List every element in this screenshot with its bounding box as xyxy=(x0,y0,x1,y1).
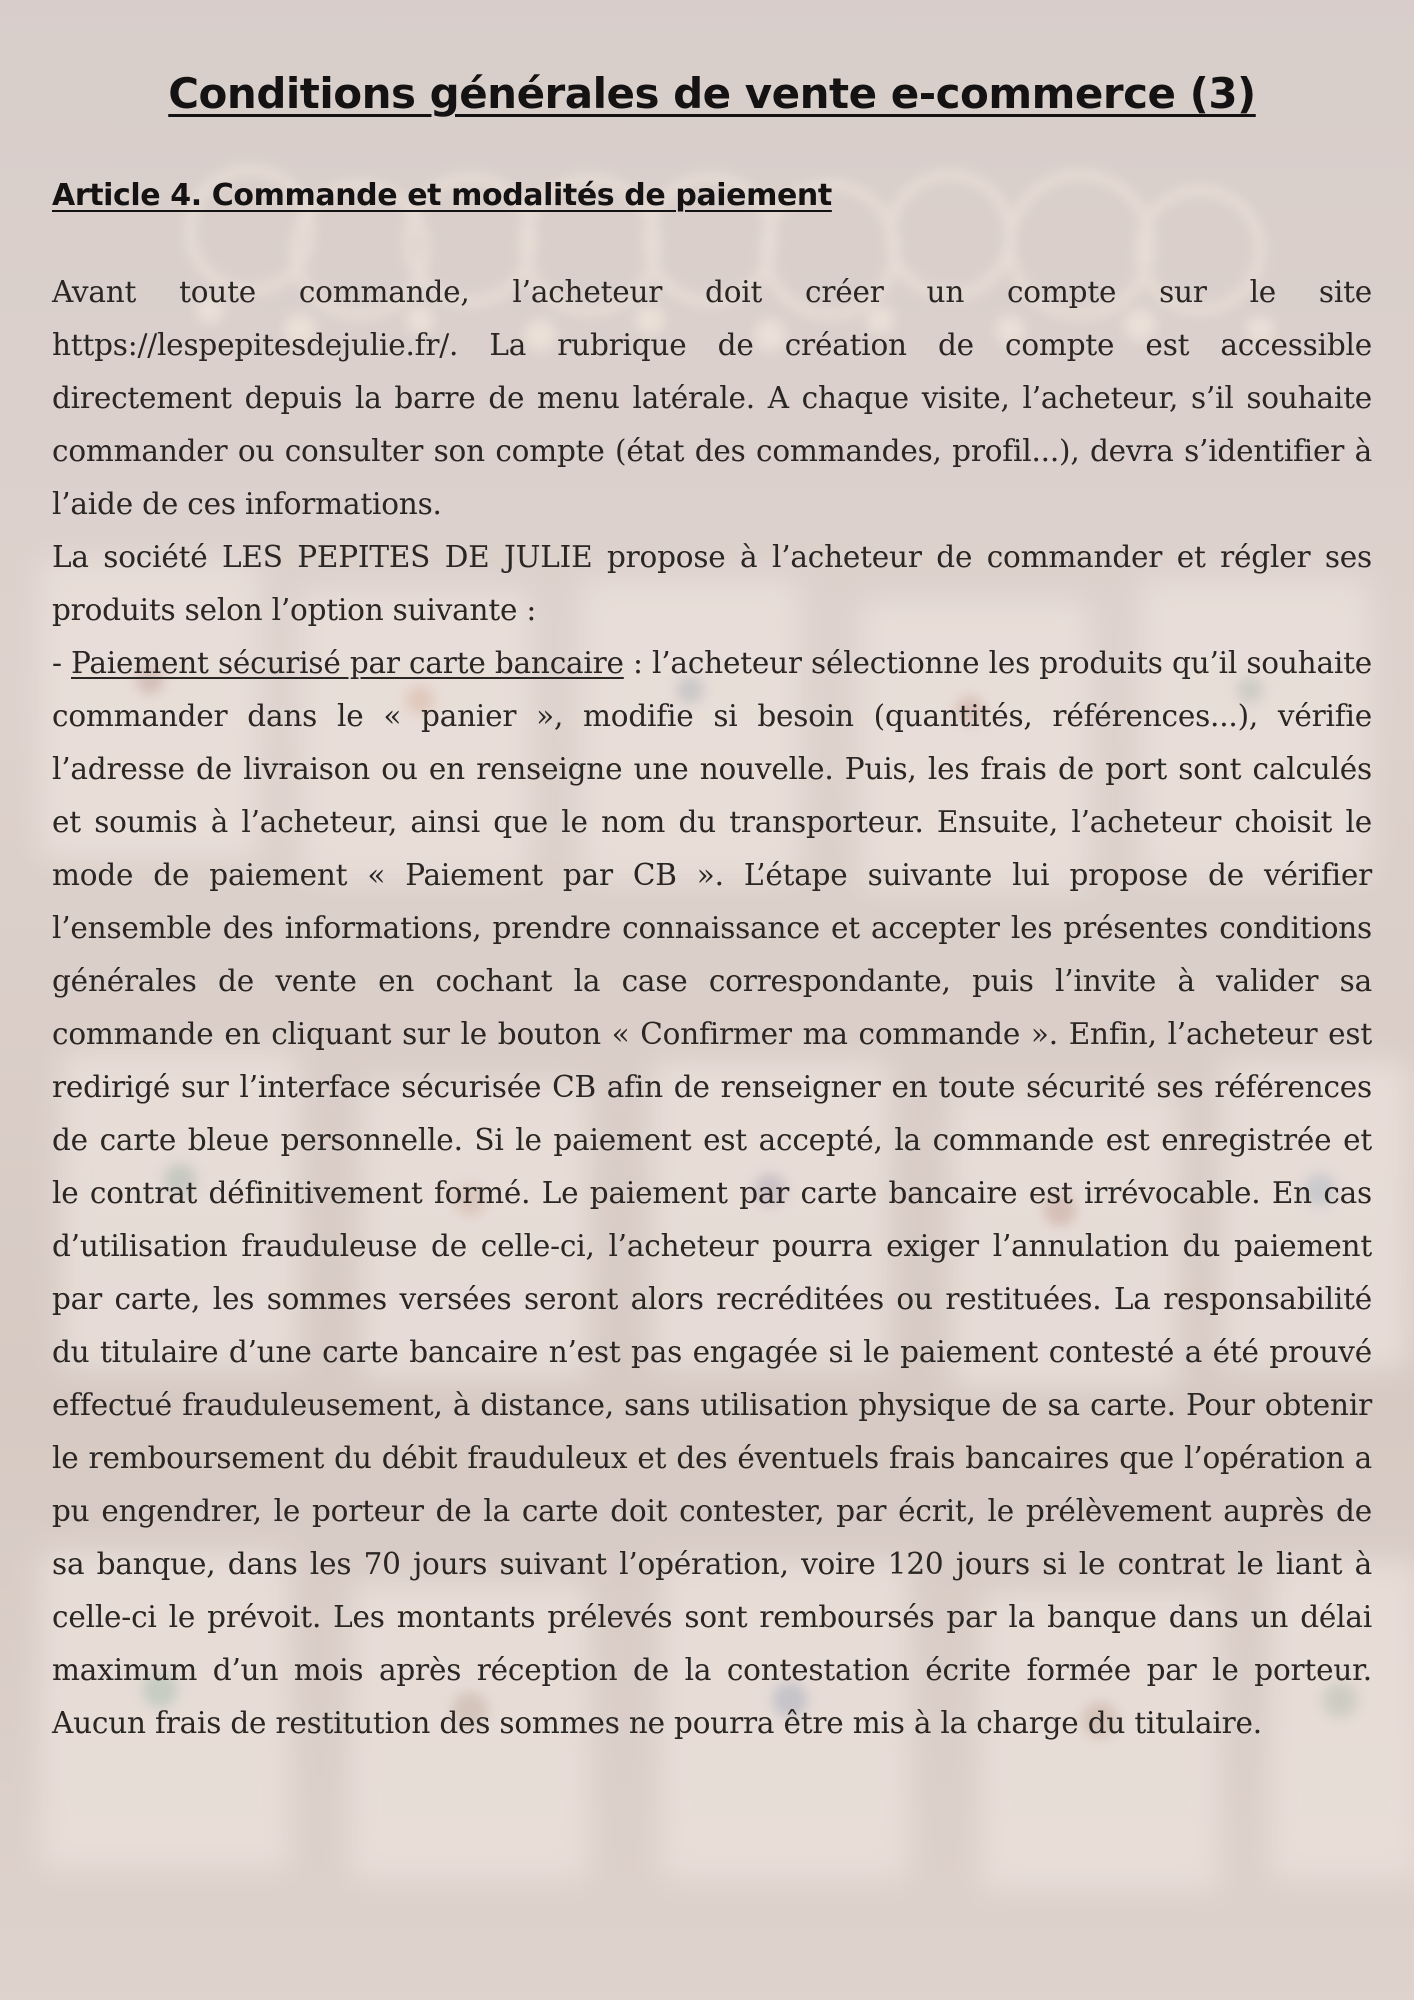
paragraph-card-payment xyxy=(52,637,1372,1750)
list-dash: - xyxy=(52,646,72,680)
card-payment-text: : l’acheteur sélectionne les produits qu’il souhaite commander dans le « panier », modifie si besoin (quantités, références...), vérifie l’adresse de livraison ou en renseigne une nouvelle. Puis, les frais de port sont calculés et soumis à l’acheteur, ainsi que le nom du transporteur. Ensuite, l’acheteur choisit le mode de paiement « Paiement par CB ». L’étape suivante lui propose de vérifier l’ensemble des informations, prendre connaissance et accepter les présentes conditions générales de vente en cochant la case correspondante, puis l’invite à valider sa commande en cliquant sur le bouton « Confirmer ma commande ». Enfin, l’acheteur est redirigé sur l’interface sécurisée CB afin de renseigner en toute sécurité ses références de carte bleue personnelle. Si le paiement est accepté, la commande est enregistrée et le contrat définitivement formé. Le paiement par carte bancaire est irrévocable. En cas d’utilisation frauduleuse de celle-ci, l’acheteur pourra exiger l’annulation du paiement par carte, les sommes versées seront alors recréditées ou restituées. La responsabilité du titulaire d’une carte bancaire n’est pas engagée si le paiement contesté a été prouvé effectué frauduleusement, à distance, sans utilisation physique de sa carte. Pour obtenir le remboursement du débit frauduleux et des éventuels frais bancaires que l’opération a pu engendrer, le porteur de la carte doit contester, par écrit, le prélèvement auprès de sa banque, dans les 70 jours suivant l’opération, voire 120 jours si le contrat le liant à celle-ci le prévoit. Les montants prélevés sont remboursés par la banque dans un délai maximum d’un mois après réception de la contestation écrite formée par le porteur. Aucun frais de restitution des sommes ne pourra être mis à la charge du titulaire. xyxy=(52,646,1372,1740)
article-body xyxy=(52,266,1372,1750)
paragraph-account: Avant toute commande, l’acheteur doit créer un compte sur le site https://lespepitesdejulie.fr/. La rubrique de création de compte est accessible directement depuis la barre de menu latérale. A chaque visite, l’acheteur, s’il souhaite commander ou consulter son compte (état des commandes, profil...), devra s’identifier à l’aide de ces informations. xyxy=(52,275,1372,521)
page-title: Conditions générales de vente e-commerce (3) xyxy=(168,69,1256,118)
paragraph-payment-option: La société LES PEPITES DE JULIE propose à l’acheteur de commander et régler ses produits selon l’option suivante : xyxy=(52,540,1372,627)
article-heading: Article 4. Commande et modalités de paiement xyxy=(52,178,832,213)
card-payment-label: Paiement sécurisé par carte bancaire xyxy=(71,646,624,680)
document-content xyxy=(52,0,1372,1750)
